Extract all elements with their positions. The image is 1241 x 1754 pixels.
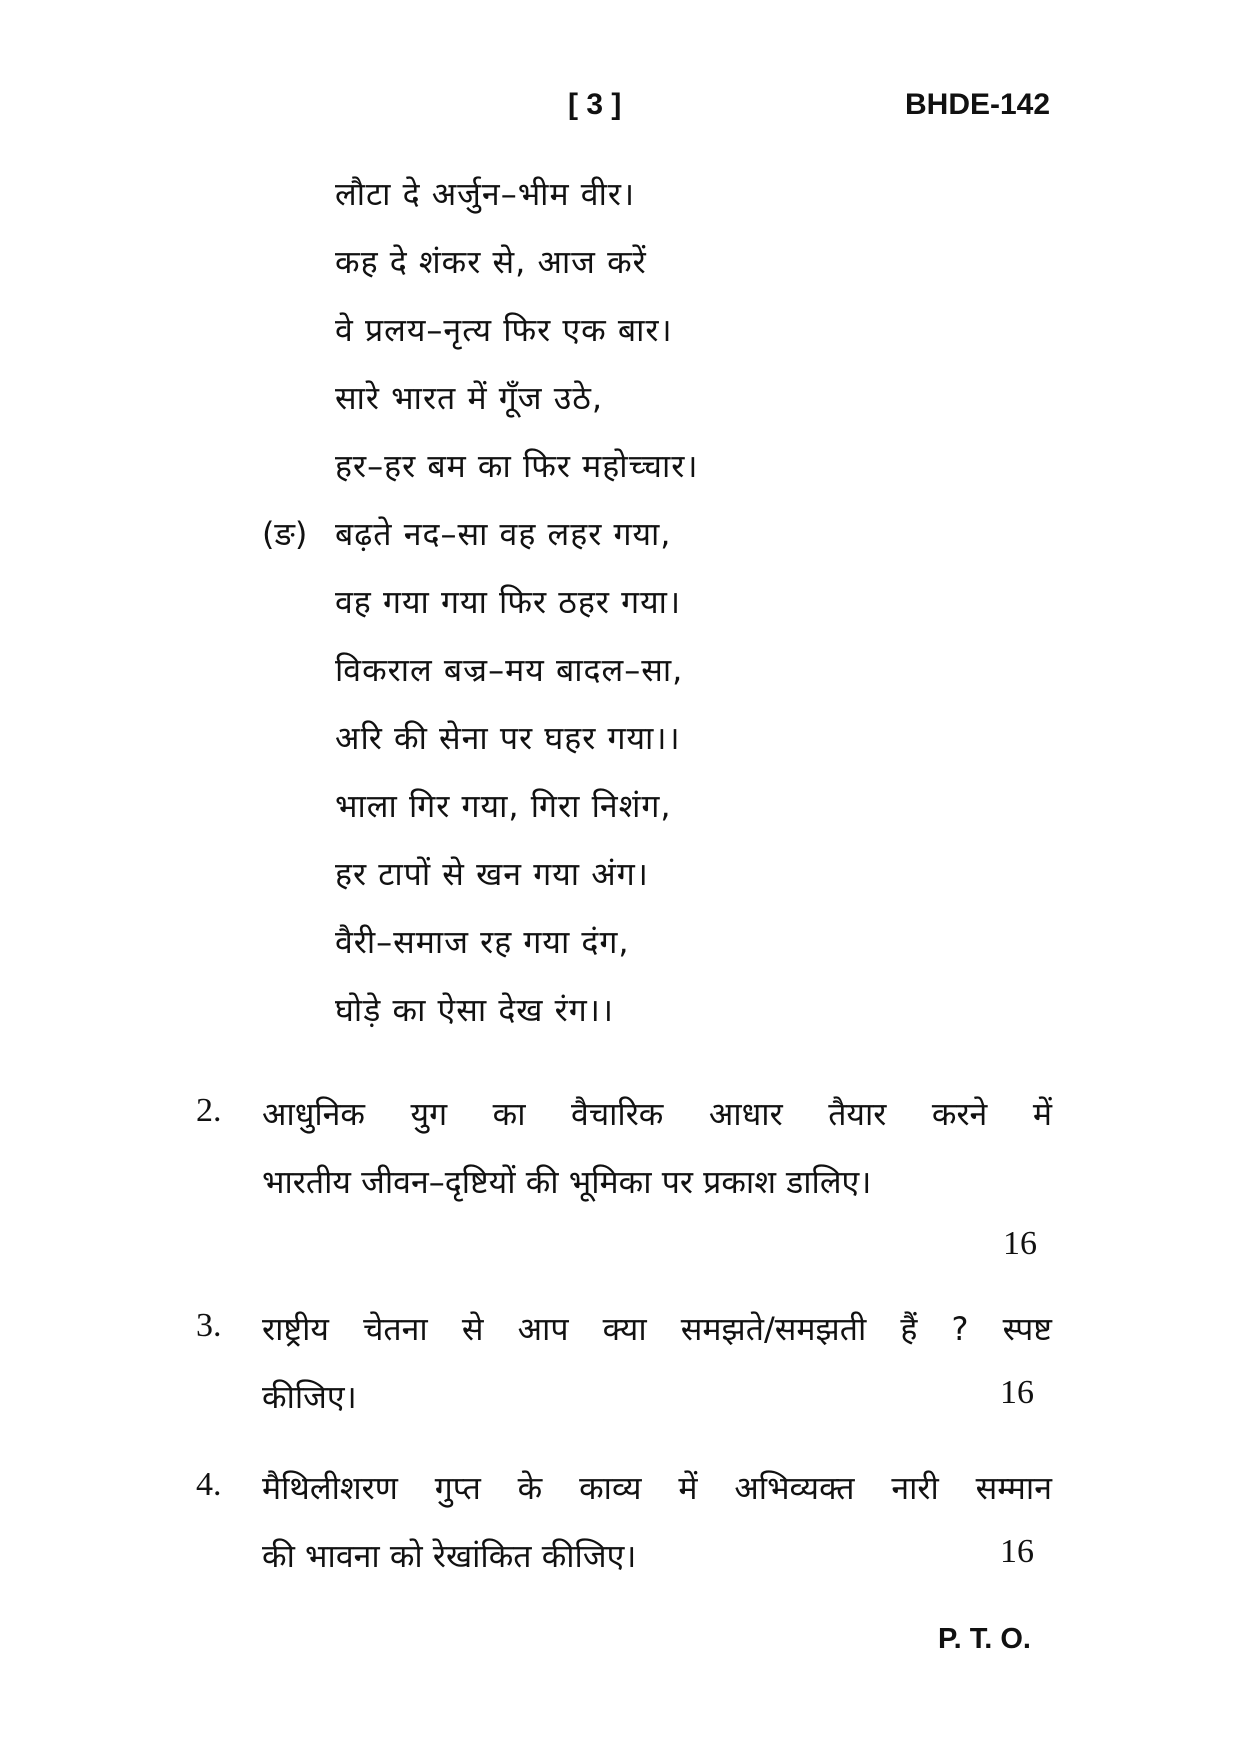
verse-a-line: कह दे शंकर से, आज करें xyxy=(335,243,647,281)
question-text-line: मैथिलीशरण गुप्त के काव्य में अभिव्यक्त नारी सम्मान xyxy=(262,1469,1052,1507)
question-number: 2. xyxy=(196,1092,222,1129)
verse-e-line: वैरी–समाज रह गया दंग, xyxy=(335,923,630,961)
verse-e-line: भाला गिर गया, गिरा निशंग, xyxy=(335,787,672,825)
question-marks: 16 xyxy=(1000,1533,1034,1570)
question-text-line: आधुनिक युग का वैचारिक आधार तैयार करने में xyxy=(262,1095,1052,1133)
verse-a-line: लौटा दे अर्जुन–भीम वीर। xyxy=(335,175,636,213)
page-number: [ 3 ] xyxy=(568,88,622,121)
pto-label: P. T. O. xyxy=(938,1623,1031,1655)
verse-e-line: विकराल बज्र–मय बादल–सा, xyxy=(335,651,684,689)
verse-e-marker: (ङ) xyxy=(262,515,308,553)
question-text-line: कीजिए। xyxy=(262,1378,357,1416)
verse-a-line: हर–हर बम का फिर महोच्चार। xyxy=(335,447,699,485)
question-marks: 16 xyxy=(1003,1225,1037,1262)
question-text-line: राष्ट्रीय चेतना से आप क्या समझते/समझती हैं ? स्पष्ट xyxy=(262,1310,1052,1348)
question-number: 3. xyxy=(196,1307,222,1344)
verse-e-line: बढ़ते नद–सा वह लहर गया, xyxy=(335,515,672,553)
course-code: BHDE-142 xyxy=(905,88,1051,121)
question-text-line: की भावना को रेखांकित कीजिए। xyxy=(262,1537,637,1575)
question-marks: 16 xyxy=(1000,1374,1034,1411)
verse-e-line: अरि की सेना पर घहर गया।। xyxy=(335,719,681,757)
verse-e-line: घोड़े का ऐसा देख रंग।। xyxy=(335,991,615,1029)
verse-e-line: हर टापों से खन गया अंग। xyxy=(335,855,649,893)
verse-e-line: वह गया गया फिर ठहर गया। xyxy=(335,583,682,621)
verse-a-line: सारे भारत में गूँज उठे, xyxy=(335,379,604,417)
question-number: 4. xyxy=(196,1466,222,1503)
verse-a-line: वे प्रलय–नृत्य फिर एक बार। xyxy=(335,311,673,349)
question-text-line: भारतीय जीवन–दृष्टियों की भूमिका पर प्रकाश डालिए। xyxy=(262,1163,872,1201)
